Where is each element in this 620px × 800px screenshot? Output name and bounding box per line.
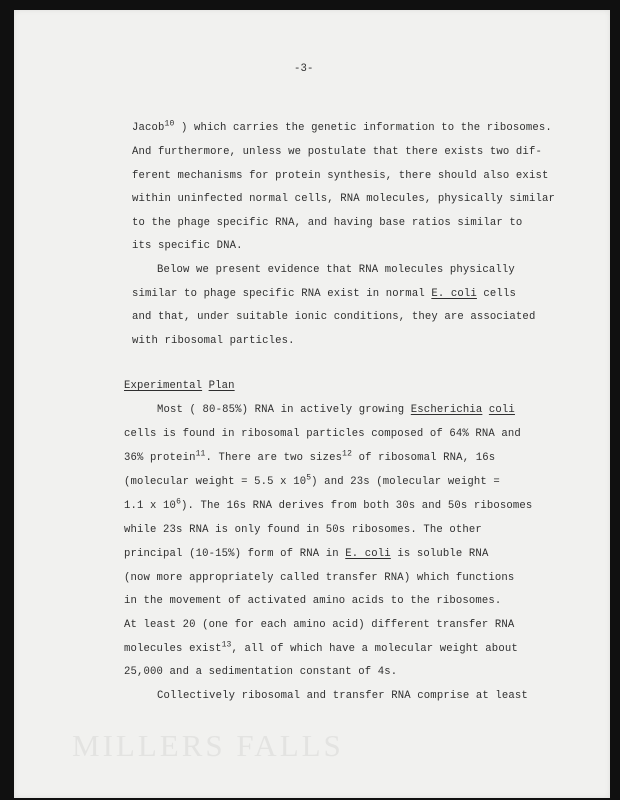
text-line: Below we present evidence that RNA molecules physically	[157, 264, 515, 276]
text-line: in the movement of activated amino acids to the ribosomes.	[124, 595, 502, 607]
text-line: with ribosomal particles.	[132, 335, 295, 347]
text-line: and that, under suitable ionic conditions, they are associated	[132, 311, 536, 323]
text-line: to the phage specific RNA, and having base ratios similar to	[132, 217, 523, 229]
text-line: while 23s RNA is only found in 50s ribosomes. The other	[124, 524, 482, 536]
document-page	[14, 10, 610, 798]
text-line: its specific DNA.	[132, 240, 243, 252]
text-line: similar to phage specific RNA exist in normal E. coli cells	[132, 288, 516, 300]
text-line: cells is found in ribosomal particles composed of 64% RNA and	[124, 428, 521, 440]
text-line: Most ( 80-85%) RNA in actively growing Escherichia coli	[157, 404, 515, 416]
text-line: principal (10-15%) form of RNA in E. coli is soluble RNA	[124, 548, 489, 560]
text-line: molecules exist$^{13}$, all of which have a molecular weight about	[124, 640, 518, 655]
text-line: And furthermore, unless we postulate that there exists two dif-	[132, 146, 542, 158]
text-line: 1.1 x $10^6$). The 16s RNA derives from both 30s and 50s ribosomes	[124, 497, 533, 512]
text-line: (now more appropriately called transfer RNA) which functions	[124, 572, 515, 584]
page-number: -3-	[294, 63, 314, 75]
paper-watermark: MILLERS FALLS	[72, 728, 344, 763]
text-line: within uninfected normal cells, RNA molecules, physically similar	[132, 193, 555, 205]
text-line: Collectively ribosomal and transfer RNA comprise at least	[157, 690, 528, 702]
section-heading: Experimental Plan	[124, 380, 235, 392]
text-line: 36% protein$^{11}$. There are two sizes$^{12}$ of ribosomal RNA, 16s	[124, 449, 496, 464]
text-line: (molecular weight = 5.5 x $10^5$) and 23s (molecular weight =	[124, 473, 500, 488]
text-line: Jacob$^{10}$ ) which carries the genetic information to the ribosomes.	[132, 119, 552, 134]
text-line: 25,000 and a sedimentation constant of 4s.	[124, 666, 398, 678]
text-line: ferent mechanisms for protein synthesis, there should also exist	[132, 170, 549, 182]
text-line: At least 20 (one for each amino acid) different transfer RNA	[124, 619, 515, 631]
